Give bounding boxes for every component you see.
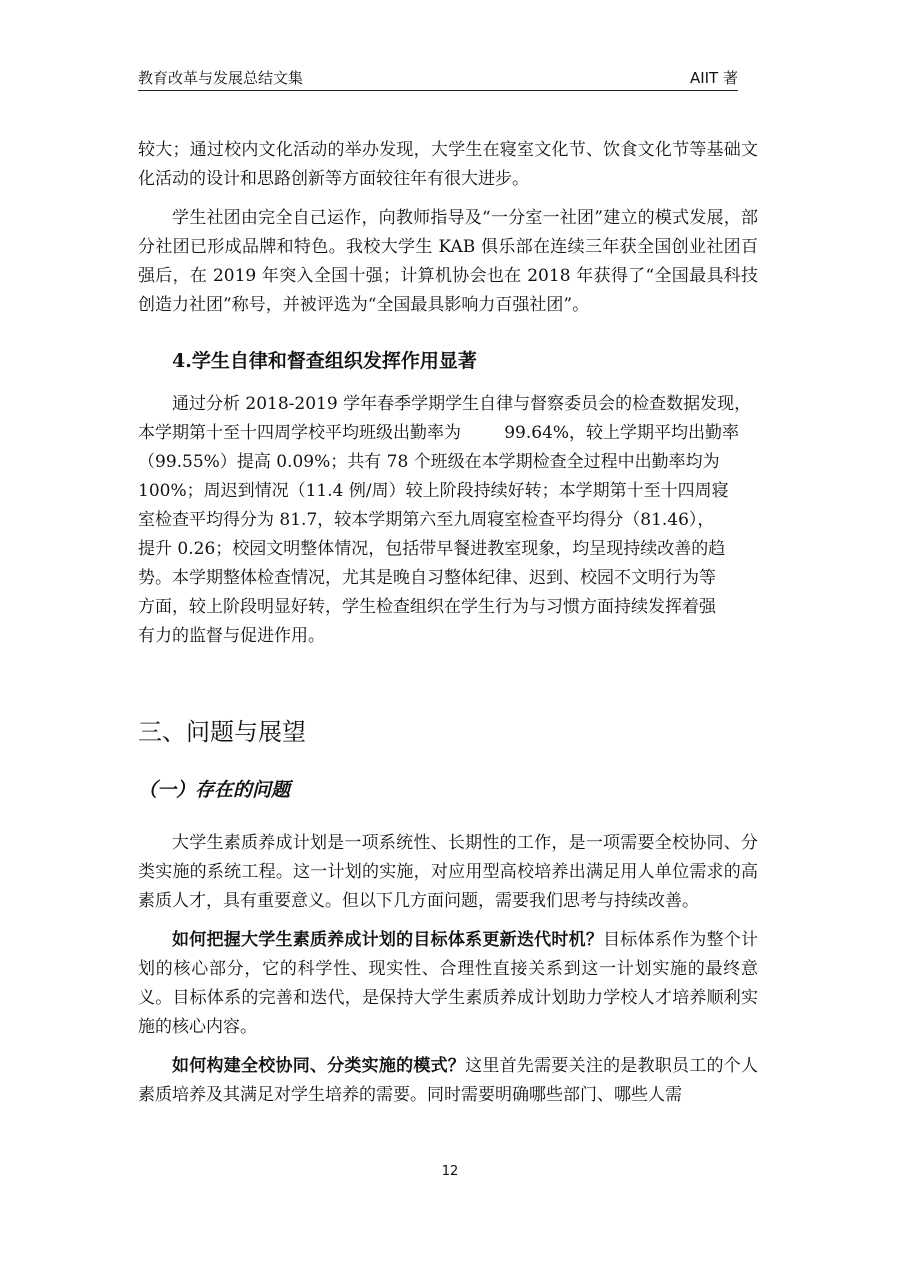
paragraph-text: 这里首先需要关注的是教职员工的个人素质培养及其满足对学生培养的需要。同时需要明确哪些部门、哪些人需 [138,1056,759,1105]
subsection-heading: （一）存在的问题 [138,779,291,801]
paragraph-continuation: 较大；通过校内文化活动的举办发现，大学生在寝室文化节、饮食文化节等基础文化活动的设计和思路创新等方面较往年有很大进步。 [138,140,758,189]
paragraph-line: 通过分析 2018-2019 学年春季学期学生自律与督察委员会的检查数据发现， [172,394,752,414]
paragraph-line: 方面，较上阶段明显好转，学生检查组织在学生行为与习惯方面持续发挥着强 [138,597,716,617]
paragraph-line: （99.55%）提高 0.09%；共有 78 个班级在本学期检查全过程中出勤率均为 [138,452,720,472]
paragraph-clubs: 学生社团由完全自己运作，向教师指导及“一分室一社团”建立的模式发展，部分社团已形成品牌和特色。我校大学生 KAB 俱乐部在连续三年获全国创业社团百强后，在 2019 年突入全国十强；计算机协会也在 2018 年获得了“全国最具科技创造力社团”称号，并被评选为“全国最具影响力百强社团”。 [138,208,758,315]
paragraph-line: 本学期第十至十四周学校平均班级出勤率为 99.64%，较上学期平均出勤率 [138,423,740,443]
paragraph-intro: 大学生素质养成计划是一项系统性、长期性的工作，是一项需要全校协同、分类实施的系统工程。这一计划的实施，对应用型高校培养出满足用人单位需求的高素质人才，具有重要意义。但以下几方面问题，需要我们思考与持续改善。 [138,833,758,911]
header-divider [138,90,738,91]
paragraph-target-system [138,926,758,1042]
paragraph-collaboration [138,1052,758,1110]
paragraph-line: 势。本学期整体检查情况，尤其是晚自习整体纪律、迟到、校园不文明行为等 [138,568,716,588]
paragraph-line: 100%；周迟到情况（11.4 例/周）较上阶段持续好转；本学期第十至十四周寝 [138,481,729,501]
lead-question: 如何把握大学生素质养成计划的目标体系更新迭代时机？ [172,930,604,950]
section-heading-4: 4.学生自律和督查组织发挥作用显著 [172,350,477,372]
paragraph-line: 有力的监督与促进作用。 [138,626,325,646]
paragraph-line: 提升 0.26；校园文明整体情况，包括带早餐进教室现象，均呈现持续改善的趋 [138,539,726,559]
lead-question: 如何构建全校协同、分类实施的模式？ [172,1056,466,1076]
page-content [138,136,758,1110]
header-author: AIIT 著 [689,69,738,87]
paragraph-inspection [138,390,758,651]
chapter-heading: 三、问题与展望 [138,718,306,746]
page-header [138,68,738,88]
header-title: 教育改革与发展总结文集 [138,69,304,87]
paragraph-line: 室检查平均得分为 81.7，较本学期第六至九周寝室检查平均得分（81.46）， [138,510,715,530]
paragraph-text: 目标体系作为整个计划的核心部分，它的科学性、现实性、合理性直接关系到这一计划实施的最终意义。目标体系的完善和迭代，是保持大学生素质养成计划助力学校人才培养顺利实施的核心内容。 [138,930,759,1037]
page-number: 12 [441,1164,459,1179]
